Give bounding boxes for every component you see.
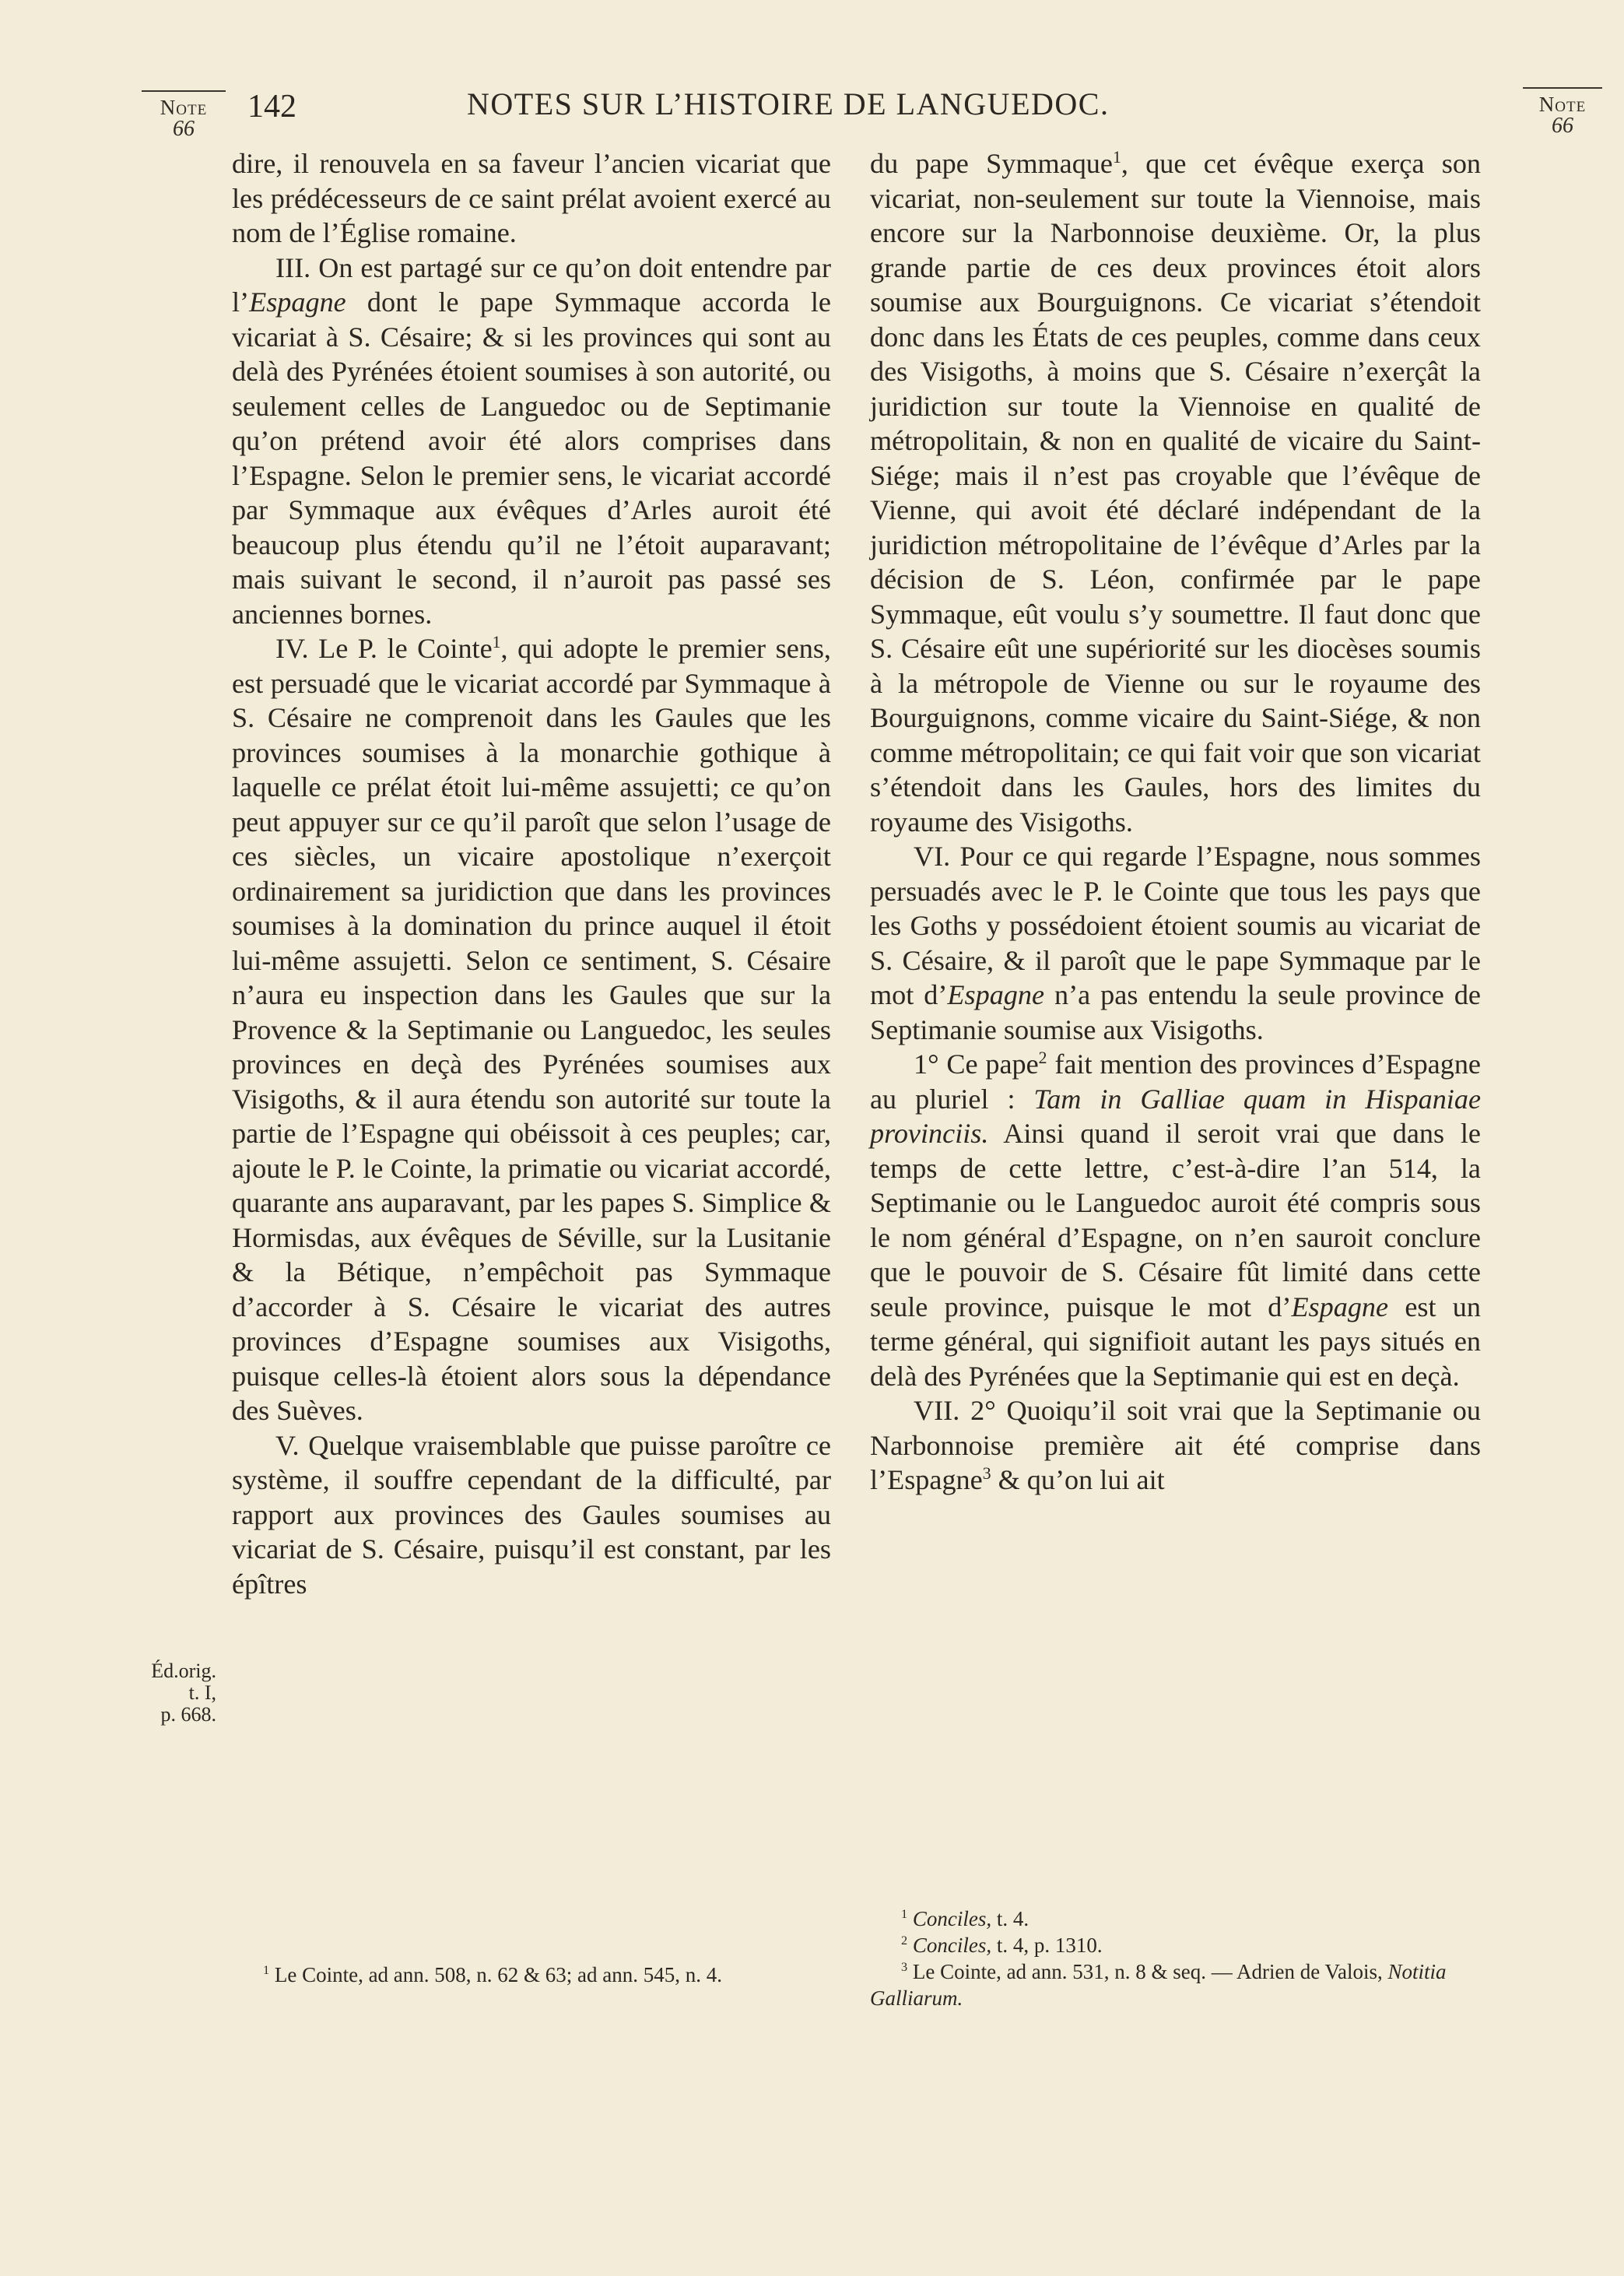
running-head: NOTES SUR L’HISTOIRE DE LANGUEDOC. xyxy=(467,86,1110,121)
left-column xyxy=(232,146,831,1601)
paragraph: dire, il renouvela en sa faveur l’ancien vicariat que les prédécesseurs de ce saint prélat avoient exercé au nom de l’Église romaine. xyxy=(232,148,831,248)
margin-note-label: Note xyxy=(160,96,208,119)
paragraph-section-v: V. Quelque vraisemblable que puisse paroître ce système, il souffre cependant de la difficulté, par rapport aux provinces des Gaules soumises au vicariat de S. Césaire, puisqu’il est constant, par les épîtres xyxy=(232,1429,831,1600)
footnote: $^3$ Le Cointe, ad ann. 531, n. 8 & seq. — Adrien de Valois, Notitia Galliarum. xyxy=(870,1960,1447,2010)
edition-reference-line: Éd.orig. xyxy=(151,1660,216,1682)
footnote: $^1$ Le Cointe, ad ann. 508, n. 62 & 63; ad ann. 545, n. 4. xyxy=(263,1963,723,1986)
paragraph-section-vi: VI. Pour ce qui regarde l’Espagne, nous sommes persuadés avec le P. le Cointe que tous les pays que les Goths y possédoient étoient soumis au vicariat de S. Césaire, & il paroît que le pape Symmaque par le mot d’Espagne n’a pas entendu la seule province de Septimanie soumise aux Visigoths. xyxy=(870,841,1481,1045)
margin-note-number: 66 xyxy=(173,117,195,141)
edition-reference-line: p. 668. xyxy=(160,1703,216,1726)
margin-note-right xyxy=(1516,87,1609,137)
margin-note-label: Note xyxy=(1538,93,1587,116)
page-number: 142 xyxy=(247,89,296,125)
margin-rule xyxy=(1523,87,1602,89)
margin-rule xyxy=(142,90,226,92)
footnotes-left xyxy=(232,1962,831,1988)
paragraph: du pape Symmaque$^1$, que cet évêque exerça son vicariat, non-seulement sur toute la Viennoise, mais encore sur la Narbonnoise deuxième. Or, la plus grande partie de ces deux provinces étoit alors soumise aux Bourguignons. Ce vicariat s’étendoit donc dans les États de ces peuples, comme dans ceux des Visigoths, à moins que S. Césaire n’exerçât la juridiction sur toute la Viennoise en qualité de métropolitain, & non en qualité de vicaire du Saint-Siége; mais il n’est pas croyable que l’évêque de Vienne, qui avoit été déclaré indépendant de la juridiction métropolitaine de l’évêque d’Arles par la décision de S. Léon, confirmée par le pape Symmaque, eût voulu s’y soumettre. Il faut donc que S. Césaire eût une supériorité sur les diocèses soumis à la métropole de Vienne ou sur le royaume des Bourguignons, comme vicaire du Saint-Siége, & non comme métropolitain; ce qui fait voir que son vicariat s’étendoit dans les Gaules, hors des limites du royaume des Visigoths. xyxy=(870,147,1482,838)
margin-note-left xyxy=(137,90,230,140)
footnote: $^2$ Conciles, t. 4, p. 1310. xyxy=(901,1934,1103,1957)
edition-reference xyxy=(123,1660,216,1726)
paragraph-section-iii: III. On est partagé sur ce qu’on doit entendre par l’Espagne dont le pape Symmaque accorda le vicariat à S. Césaire; & si les provinces qui sont au delà des Pyrénées étoient soumises à son autorité, ou seulement celles de Languedoc ou de Septimanie qu’on prétend avoir été alors comprises dans l’Espagne. Selon le premier sens, le vicariat accordé par Symmaque aux évêques d’Arles auroit été beaucoup plus étendu qu’il ne l’étoit auparavant; mais suivant le second, il n’auroit pas passé ses anciennes bornes. xyxy=(232,251,831,630)
edition-reference-line: t. I, xyxy=(188,1681,216,1704)
right-column xyxy=(870,146,1481,1498)
paragraph-section-vii: VII. 2° Quoiqu’il soit vrai que la Septimanie ou Narbonnoise première ait été comprise dans l’Espagne$^3$ & qu’on lui ait xyxy=(870,1395,1481,1495)
paragraph-section-iv: IV. Le P. le Cointe$^1$, qui adopte le premier sens, est persuadé que le vicariat accordé par Symmaque à S. Césaire ne comprenoit dans les Gaules que les provinces soumises à la monarchie gothique à laquelle ce prélat étoit lui-même assujetti; ce qu’on peut appuyer sur ce qu’il paroît que selon l’usage de ces siècles, un vicaire apostolique n’exerçoit ordinairement sa juridiction que dans les provinces soumises à la domination du prince auquel il étoit lui-même assujetti. Selon ce sentiment, S. Césaire n’aura eu inspection dans les Gaules que sur la Provence & la Septimanie ou Languedoc, les seules provinces en deçà des Pyrénées soumises aux Visigoths, & il aura étendu son autorité sur toute la partie de l’Espagne qui obéissoit à ces peuples; car, ajoute le P. le Cointe, la primatie ou vicariat accordé, quarante ans auparavant, par les papes S. Simplice & Hormisdas, aux évêques de Séville, sur la Lusitanie & la Bétique, n’empêchoit pas Symmaque d’accorder à S. Césaire le vicariat des autres provinces d’Espagne soumises aux Visigoths, puisque celles-là étoient alors sous la dépendance des Suèves. xyxy=(232,632,831,1426)
footnote: $^1$ Conciles, t. 4. xyxy=(901,1907,1029,1930)
footnotes-right xyxy=(870,1905,1481,2011)
margin-note-number: 66 xyxy=(1552,114,1573,138)
paragraph-point-1: 1° Ce pape$^2$ fait mention des provinces d’Espagne au pluriel : Tam in Galliae quam in Hispaniae provinciis. Ainsi quand il seroit vrai que dans le temps de cette lettre, c’est-à-dire l’an 514, la Septimanie ou le Languedoc auroit été compris sous le nom général d’Espagne, on n’en sauroit conclure que le pouvoir de S. Césaire fût limité dans cette seule province, puisque le mot d’Espagne est un terme général, qui signifioit autant les pays situés en delà des Pyrénées que la Septimanie qui est en deçà. xyxy=(870,1048,1482,1392)
